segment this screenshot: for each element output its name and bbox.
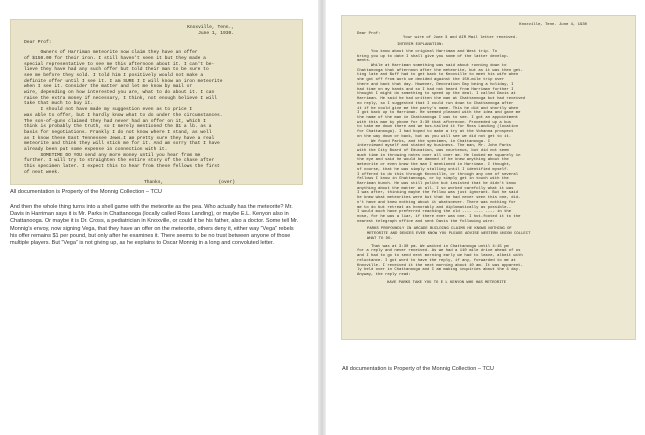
letter-line: as I know these East Tennessee Jews.I am pretty sure they have a real xyxy=(24,135,215,141)
letter-line: WHAT TO DO. xyxy=(367,236,393,241)
caption-right: All documentation is Property of the Monnig Collection – TCU xyxy=(342,366,494,372)
letter-line: there and back that day. However, Decoration Day being a holiday, I xyxy=(357,82,514,87)
letter-line: special representative to see me this afternoon about it. I can't be- xyxy=(24,61,215,67)
letter-line: the name of the man in Chattanooga I was to see. I got an appointment xyxy=(357,115,519,120)
letter-line: already been put some expense in connection with it. xyxy=(24,147,168,153)
letter-line: ting late and Buff had to get back to Knoxville to meet his wife when xyxy=(357,73,519,78)
narrative-paragraph: And then the whole thing turns into a shell game with the meteorite as the pea. Who actually has the meteorite? Mr. Davis in Harriman says it is Mr. Parks in Chattanooga (locally called Ross Landing), or maybe E.L. Kenyon also in Chattanooga. Or maybe it is Dr. Cross, a pediatrician in Knoxville, or could it be his father, also a doctor. Some tell Mr. Monnig’s envoy, now signing Vega, that they have an offer on the meteorite, others deny it, either way “Vega” rebels his offer remains $1 per pound, but only after he examines it. There seems to be no trust between anyone of those multiple players. But “Vega” is not giving up, as he explains to Oscar Monnig in a long and convoluted letter. xyxy=(10,204,299,247)
letter-line: meteorite or even knew the man I mentioned in Harriman. I thought, xyxy=(357,163,512,168)
letter-line: I was after, thinking maybe the fellow was just ignorant. But he said xyxy=(357,191,519,196)
letter-line: he knew what meteorites were but that he had never seen this one, did- xyxy=(357,196,521,201)
letter-line: raise the extra money if necessary, I think, not enough believe I will xyxy=(24,95,217,101)
letter-line: METEORITE AND DENIES EVER KNOW YOU PLEASE ADVISE WESTERN UNION COLLECT xyxy=(367,232,531,237)
letter-line: lieve they have had any such offer but told their man to be sure to xyxy=(24,67,209,73)
letter-line: While at Harriman something was said about running down to xyxy=(357,64,507,69)
letter-line: with this man by phone for 3:30 that afternoon. Proceeded up a bus xyxy=(357,120,512,125)
letter-line: to take me down there and we bus-tailed it for Ross Landing (location xyxy=(357,125,519,130)
letter-line: ments. xyxy=(357,59,372,64)
letter-line: further. I will try to straighten the entire story of the chase after xyxy=(24,158,215,164)
letter-line: nearest telegraph office and sent Davis the following wire: xyxy=(357,219,495,224)
letter-subject: Your wire of June 3 and AIR Mail letter received. xyxy=(403,36,518,41)
letter-line: had time on my hands and so I had not heard from Harriman further I xyxy=(357,87,514,92)
letter-line: n't have and knew nothing about it whatsoever. There was nothing for xyxy=(357,200,516,205)
letter-line: much time in throwing notes over all over me. He looked me squarely in xyxy=(357,153,521,158)
letter-line: We found Parks, and the specimen, in Chattanooga. I xyxy=(357,139,491,144)
letter-line: see me before they sold. I told him I positively would not make a xyxy=(24,72,204,78)
letter-line: I would much have preferred reaching the old ---- ---- ---- in the xyxy=(357,210,512,215)
letter-line: and I had to go to send next morning early we had to leave, albeit with xyxy=(357,254,523,259)
letter-body xyxy=(24,50,294,175)
caption-left: All documentation is Property of the Monnig Collection – TCU xyxy=(10,189,162,195)
letter-line: Harriman bunch. He was still polite but insisted that he didn't know xyxy=(357,182,516,186)
letter-line: when I see it. Consider the matter and let me know by mail or xyxy=(24,84,193,90)
letter-line: she got off from work we decided against the 150-mile trip over xyxy=(357,78,505,83)
letter-line: nose, for he was a liar, if there ever was one. I hot-footed it to the xyxy=(357,215,521,220)
letter-line: The son-of-guns claimed they had never had an offer on it, which I xyxy=(24,118,206,124)
letter-line: anything about the matter at all. I so worked carefully what it was xyxy=(357,186,514,191)
letter-line: I offered to do this through Knoxville, or through any one of several xyxy=(357,172,519,177)
letter-line: I should not have made my suggestion even as to price I xyxy=(24,107,193,113)
letter-line: Harriman. He said he had written the man at Chattanooga but had received xyxy=(357,97,526,102)
letter-line: fellows I know in Chattanooga, or by simply get in touch with the xyxy=(357,177,509,182)
letter-line: definite offer until I see it. I am SURE I I will know an iron meteorite xyxy=(24,78,223,84)
letter-june-1-1930-scan xyxy=(10,19,303,185)
letter-line: for Chattanooga). I had hoped to make a try at the Vohanna prospect xyxy=(357,130,514,135)
letter-line: ly held over in Chattanooga and I am making inquiries about the 4 day. xyxy=(357,268,521,273)
letter-line: for a reply and never received. As we had a 110 mile drive ahead of us xyxy=(357,249,521,254)
letter-line: with the City Board of Education, was courteous, but did not seem xyxy=(357,148,509,153)
letter-line: thought I might do something to speed up the deal. I called Davis at xyxy=(357,92,516,97)
reply-telegram: HAVE PARKS TAKE YOU TO E L KENYON WHO HAS METEORITE xyxy=(387,280,507,285)
letter-header: Knoxville, Tenn. June 4, 1930 xyxy=(519,23,587,27)
letter-line: I got back up to Harriman. He seemed pleased with the idea and gave me xyxy=(357,111,521,116)
page-gutter xyxy=(318,0,326,435)
letter-line: Anyway, the reply read: xyxy=(357,272,411,277)
letter-salutation: Dear Prof: xyxy=(357,31,381,36)
letter-line: of next week. xyxy=(24,169,60,175)
letter-line: That was at 3:30 pm. We waited in Chattanooga until 4:15 pm xyxy=(357,244,509,249)
letter-line: basis for negotiations. Frankly I do not know where I stand, as well xyxy=(24,129,212,135)
letter-line: wire, depending on how interested you are, what to do about it. I can xyxy=(24,90,215,96)
letter-line: of course, that he was simply stalling until I identified myself. xyxy=(357,167,509,172)
letter-line: it if he could give me the party's name. This he did and shortly when xyxy=(357,106,519,111)
left-page xyxy=(0,0,318,435)
letter-line: take that much to buy it. xyxy=(24,101,93,107)
letter-signoff: Thanks, (over) xyxy=(144,179,235,185)
letter-date: June 1, 1930. xyxy=(198,30,234,36)
letter-body-continued xyxy=(357,245,627,278)
letter-salutation: Dear Prof: xyxy=(24,40,52,46)
letter-line: You know about the original Harriman and West trip. To xyxy=(357,49,498,54)
letter-june-4-1930-scan xyxy=(341,15,636,340)
letter-line: SOMETIME DO YOU send any more money until you hear from me xyxy=(24,152,201,158)
letter-line: Owners of Harriman meteorite now claim they have an offer xyxy=(24,50,198,56)
letter-line: of $150.00 for their iron. I still haven't seen it but they made a xyxy=(24,55,206,61)
letter-line: reluctance. I got word to have the reply, if any, forwarded to me at xyxy=(357,258,516,263)
letter-line: meteorite and think they will stick me for it. And am sorry that I have xyxy=(24,141,220,147)
letter-line: the eye and said he would be damned if he knew anything about the xyxy=(357,158,509,163)
letter-body xyxy=(357,50,627,225)
letter-place: Knoxville, Tenn., xyxy=(187,25,234,30)
letter-line: this specimen later. I expect this to hear from these fellows the first xyxy=(24,164,220,170)
letter-line: no reply, so I suggested that I could run down to Chattanooga after xyxy=(357,101,514,106)
letter-line: Knoxville. I received it the next morning about 10 am. It was apparent- xyxy=(357,263,523,268)
letter-line: Chattanooga that afternoon after the meteorite, but as it was then get- xyxy=(357,68,523,73)
letter-line: PARKS PROFOUNDLY IN ARCADE BUILDING CLAIMS HE KNOWS NOTHING OF xyxy=(367,227,512,232)
letter-line: think is probably the truth, so I merely mentioned the $1 a lb. as a xyxy=(24,124,212,130)
letter-line: interviewed myself and stated my business. The man, Mr. John Parks xyxy=(357,144,512,149)
telegram-text xyxy=(357,227,627,241)
letter-line: was able to offer, but I hardly know what to do under the circumstances. xyxy=(24,112,223,118)
right-page xyxy=(326,0,645,435)
letter-line: me to do but retreat as honorably and diplomatically as possible-- xyxy=(357,205,512,210)
letter-line: bring you up to date I shall give you some of the latter develop- xyxy=(357,54,509,59)
letter-line: on the way down or back, but as you will see we did not get to it. xyxy=(357,134,512,139)
letter-section-title: INTERIM EXPLANATION: xyxy=(397,43,444,48)
